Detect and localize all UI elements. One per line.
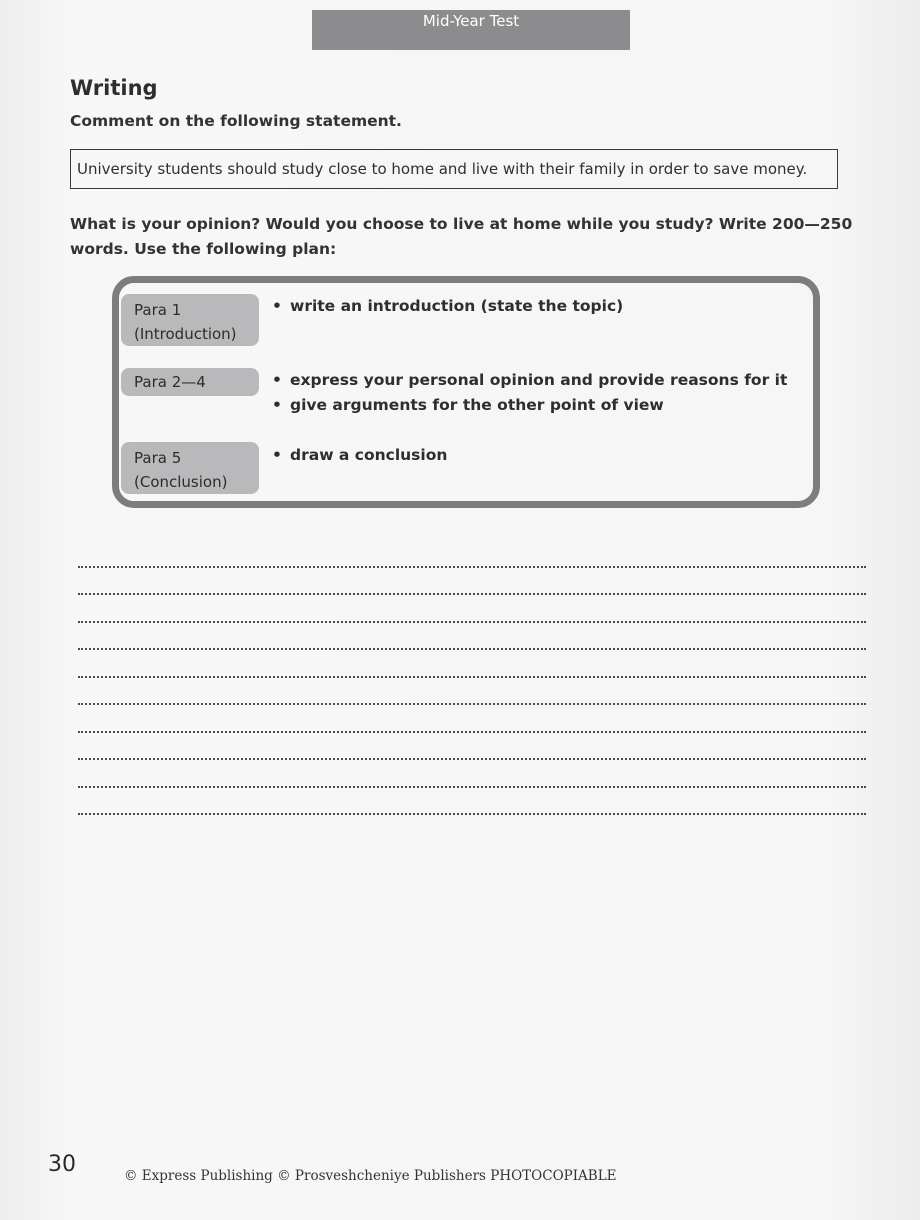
bullet-icon: •	[272, 371, 282, 389]
plan-label-para-2-4	[121, 368, 259, 396]
plan-bullet-text: give arguments for the other point of view	[290, 396, 664, 414]
plan-bullet-text: draw a conclusion	[290, 446, 448, 464]
section-title: Writing	[70, 76, 158, 100]
question-text: What is your opinion? Would you choose to live at home while you study? Write 200—250 words. Use the following plan:	[70, 215, 853, 258]
bullet-icon: •	[272, 297, 282, 315]
answer-line[interactable]	[78, 650, 866, 678]
answer-line[interactable]	[78, 568, 866, 596]
plan-label-para-1-name: Para 1	[134, 301, 182, 319]
page-number: 30	[48, 1152, 76, 1177]
plan-bullet-2-1	[272, 371, 787, 389]
plan-label-para-1	[121, 294, 259, 346]
plan-label-para-5-name: Para 5	[134, 449, 182, 467]
plan-bullet-2-2	[272, 396, 664, 414]
answer-line[interactable]	[78, 678, 866, 706]
statement-box	[70, 149, 838, 189]
plan-bullet-text: write an introduction (state the topic)	[290, 297, 624, 315]
answer-line[interactable]	[78, 623, 866, 651]
answer-line[interactable]	[78, 595, 866, 623]
plan-bullet-text: express your personal opinion and provide reasons for it	[290, 371, 788, 389]
answer-line[interactable]	[78, 705, 866, 733]
test-header-title: Mid-Year Test	[422, 12, 520, 30]
statement-text: University students should study close to home and live with their family in order to save money.	[77, 160, 808, 178]
answer-line[interactable]	[78, 733, 866, 761]
plan-label-para-1-role: (Introduction)	[134, 325, 237, 343]
plan-label-para-5-role: (Conclusion)	[134, 473, 228, 491]
plan-label-para-5	[121, 442, 259, 494]
plan-bullet-3-1	[272, 446, 447, 464]
answer-line[interactable]	[78, 540, 866, 568]
instruction-text: Comment on the following statement.	[70, 112, 402, 130]
plan-bullet-1-1	[272, 297, 623, 315]
answer-line[interactable]	[78, 760, 866, 788]
test-header-bar	[312, 10, 630, 50]
bullet-icon: •	[272, 396, 282, 414]
copyright-notice: © Express Publishing © Prosveshcheniye Publishers PHOTOCOPIABLE	[124, 1168, 617, 1184]
bullet-icon: •	[272, 446, 282, 464]
answer-lines[interactable]	[78, 540, 866, 815]
plan-label-para-2-4-name: Para 2—4	[134, 373, 206, 391]
answer-line[interactable]	[78, 788, 866, 816]
